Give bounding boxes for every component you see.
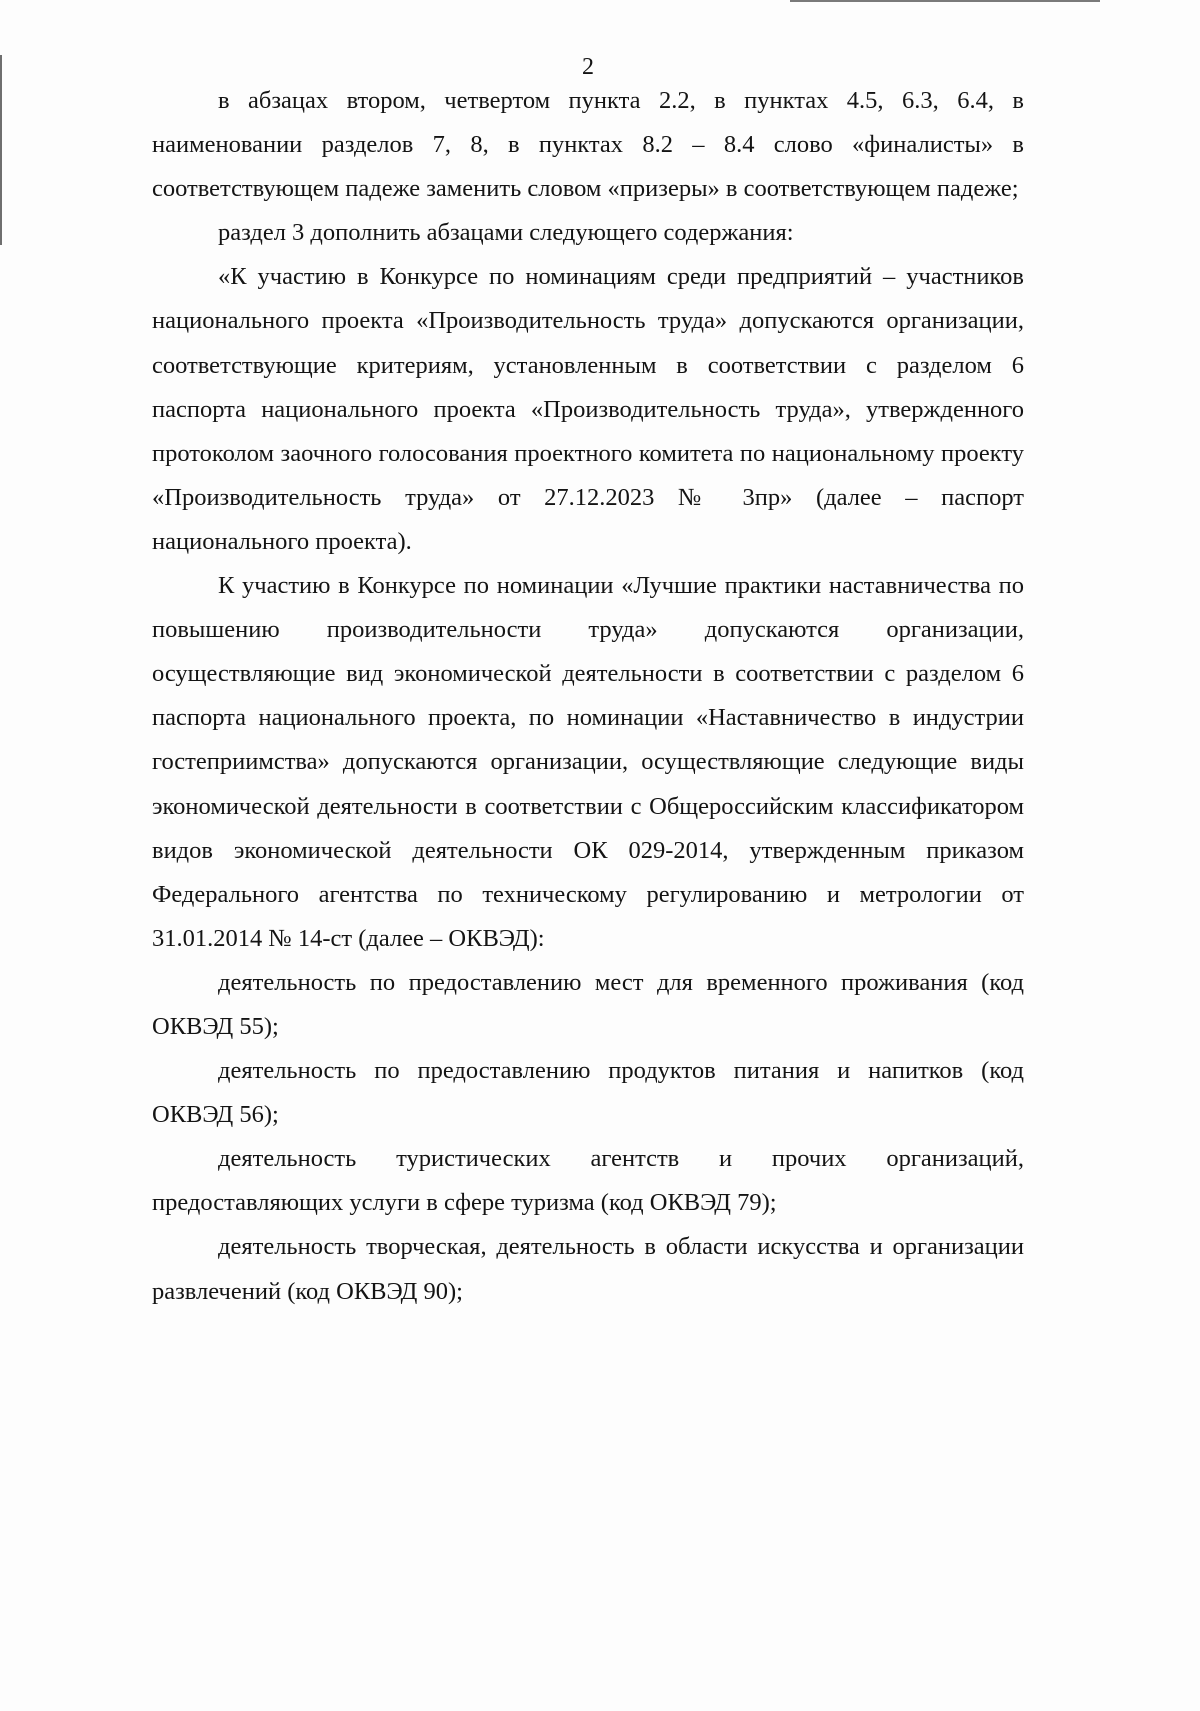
paragraph-participation-enterprises: «К участию в Конкурсе по номинациям среди предприятий – участников национального проекта «Производительность труда» допускаются организации, соответствующие критериям, установленным в соответствии с разделом 6 паспорта национального проекта «Производительность труда», утвержденного протоколом заочного голосования проектного комитета по национальному проекту «Производительность труда» от 27.12.2023 № 3пр» (далее – паспорт национального проекта). — [152, 263, 1024, 555]
paragraph-amendment-terms: в абзацах втором, четвертом пункта 2.2, в пунктах 4.5, 6.3, 6.4, в наименовании разделов 7, 8, в пунктах 8.2 – 8.4 слово «финалисты» в соответствующем падеже заменить словом «призеры» в соответствующем падеже; — [152, 87, 1024, 203]
paragraph-okved-90: деятельность творческая, деятельность в области искусства и организации развлечений (код ОКВЭД 90); — [152, 1233, 1024, 1305]
paragraph-section-3-intro: раздел 3 дополнить абзацами следующего содержания: — [218, 219, 794, 247]
document-body — [152, 79, 1024, 1314]
paragraph-okved-55: деятельность по предоставлению мест для временного проживания (код ОКВЭД 55); — [152, 968, 1024, 1040]
scan-edge-line-top — [790, 0, 1100, 2]
paragraph-participation-mentoring: К участию в Конкурсе по номинации «Лучшие практики наставничества по повышению производительности труда» допускаются организации, осуществляющие вид экономической деятельности в соответствии с разделом 6 паспорта национального проекта, по номинации «Наставничество в индустрии гостеприимства» допускаются организации, осуществляющие следующие виды экономической деятельности в соответствии с Общероссийским классификатором видов экономической деятельности ОК 029-2014, утвержденным приказом Федерального агентства по техническому регулированию и метрологии от 31.01.2014 № 14-ст (далее – ОКВЭД): — [152, 572, 1024, 952]
page-number: 2 — [582, 54, 594, 80]
paragraph-okved-79: деятельность туристических агентств и прочих организаций, предоставляющих услуги в сфере туризма (код ОКВЭД 79); — [152, 1145, 1024, 1217]
paragraph-okved-56: деятельность по предоставлению продуктов питания и напитков (код ОКВЭД 56); — [152, 1057, 1024, 1129]
scan-edge-line-left — [0, 55, 2, 245]
